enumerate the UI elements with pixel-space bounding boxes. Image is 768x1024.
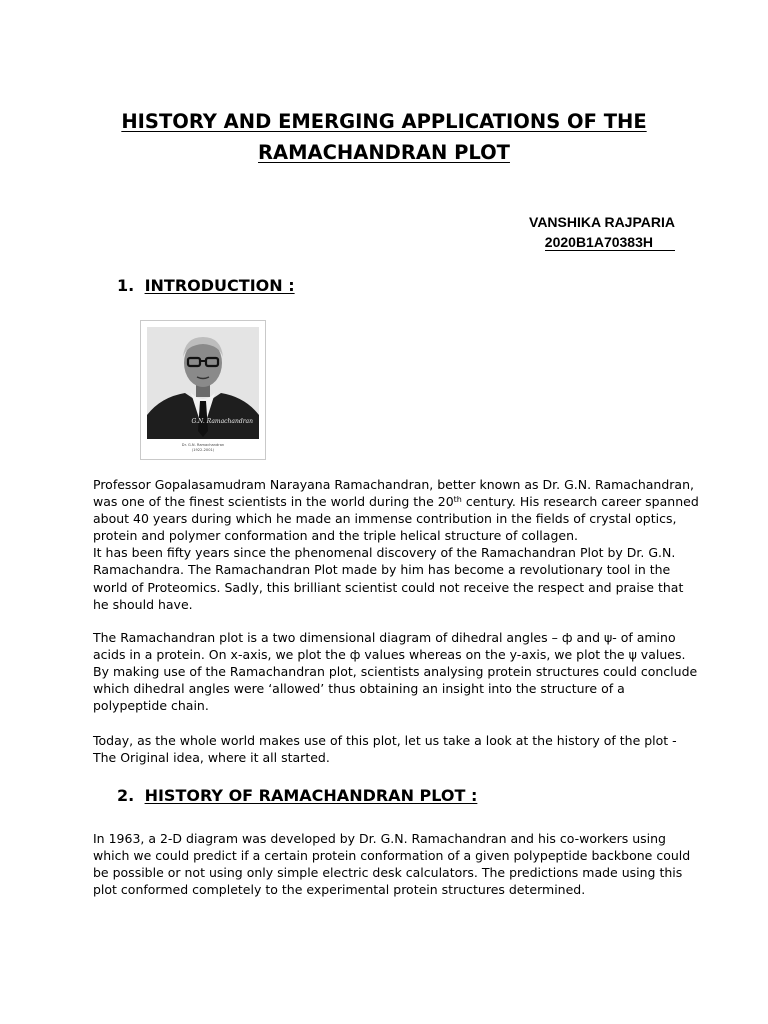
text-line: he should have. (93, 596, 193, 612)
text-line: world of Proteomics. Sadly, this brilliant scientist could not receive the respect and praise that (93, 579, 684, 595)
text-line: The Ramachandran plot is a two dimensional diagram of dihedral angles – ф and ψ- of amino (93, 630, 676, 645)
text-line: The Original idea, where it all started. (93, 750, 330, 766)
section-1-title: INTRODUCTION : (144, 276, 295, 295)
text-line: polypeptide chain. (93, 698, 209, 714)
intro-paragraph-2 (93, 629, 698, 714)
text-line: which dihedral angles were ‘allowed’ thus obtaining an insight into the structure of a (93, 681, 625, 697)
text-line: It has been fifty years since the phenomenal discovery of the Ramachandran Plot by Dr. G.N. (93, 545, 676, 561)
text-line: In 1963, a 2-D diagram was developed by Dr. G.N. Ramachandran and his co-workers using (93, 831, 666, 846)
text-line: plot conformed completely to the experimental protein structures determined. (93, 882, 586, 898)
text-line: about 40 years during which he made an immense contribution in the fields of crystal optics, (93, 511, 677, 527)
intro-paragraph-1 (93, 476, 699, 613)
section-2-title: HISTORY OF RAMACHANDRAN PLOT : (144, 786, 478, 805)
document-title (0, 106, 768, 168)
text-line: Ramachandra. The Ramachandran Plot made by him has become a revolutionary tool in the (93, 562, 671, 578)
author-name: VANSHIKA RAJPARIA (529, 214, 675, 230)
section-2-heading (117, 786, 477, 805)
portrait-image (147, 327, 259, 439)
text-line: was one of the finest scientists in the world during the 20th century. His research career spanned (93, 494, 699, 510)
text-line: By making use of the Ramachandran plot, scientists analysing protein structures could conclude (93, 664, 698, 680)
intro-paragraph-3 (93, 732, 693, 766)
text-line: Today, as the whole world makes use of this plot, let us take a look at the history of the plot - (93, 733, 677, 748)
section-2-number: 2. (117, 786, 135, 805)
title-line-1: HISTORY AND EMERGING APPLICATIONS OF THE (121, 110, 647, 133)
portrait-photo (140, 320, 266, 460)
history-paragraph-1 (93, 830, 693, 898)
section-1-number: 1. (117, 276, 135, 295)
text-line: acids in a protein. On x-axis, we plot the ф values whereas on the y-axis, we plot the ψ values. (93, 647, 686, 663)
author-block (529, 212, 675, 252)
text-line: Professor Gopalasamudram Narayana Ramachandran, better known as Dr. G.N. Ramachandran, (93, 477, 694, 492)
text-line: be possible or not using only simple electric desk calculators. The predictions made using this (93, 865, 683, 881)
author-id: 2020B1A70383H (545, 234, 675, 251)
text-line: which we could predict if a certain protein conformation of a given polypeptide backbone could (93, 848, 691, 864)
title-line-2: RAMACHANDRAN PLOT (258, 141, 510, 164)
text-line: protein and polymer conformation and the triple helical structure of collagen. (93, 528, 578, 544)
photo-signature: G.N. Ramachandran (191, 418, 253, 425)
section-1-heading (117, 276, 295, 295)
photo-caption: Dr. G.N. Ramachandran (1922-2001) (181, 443, 225, 452)
